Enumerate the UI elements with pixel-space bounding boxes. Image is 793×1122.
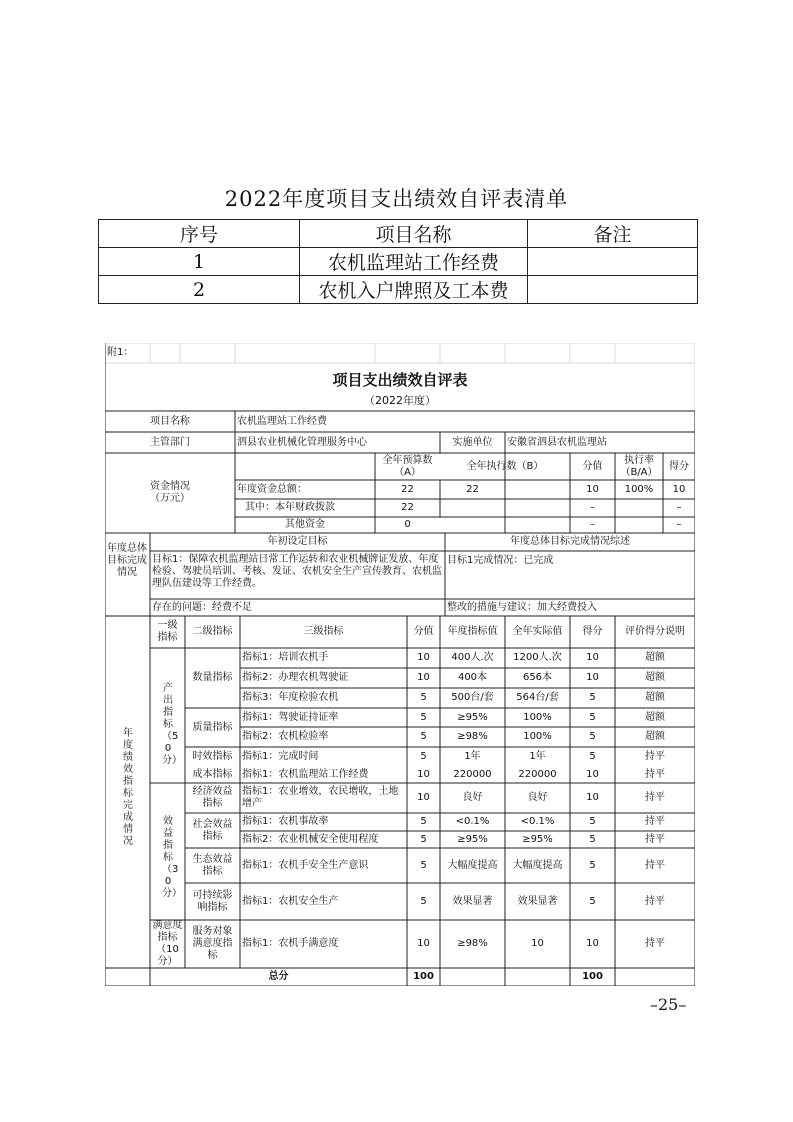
indicator-score: 5 — [420, 816, 427, 827]
funds-row-budget: 22 — [401, 483, 414, 495]
indicator-l3: 指标2：农机检验率 — [242, 731, 329, 742]
indicator-score: 10 — [417, 938, 430, 949]
indicator-target: 400本 — [457, 672, 488, 683]
indicator-note: 超额 — [645, 711, 665, 723]
indicator-get: 10 — [586, 672, 599, 683]
indicator-note: 超额 — [645, 652, 665, 663]
indicator-l3: 指标1：农业增效，农民增收，土地增产 — [242, 786, 399, 809]
indicator-get: 5 — [589, 895, 596, 907]
l1-satisfaction: 满意度 指标 （10分） — [152, 920, 183, 967]
attachment-label: 附1： — [107, 347, 134, 358]
funds-label: 资金情况 （万元） — [150, 481, 190, 504]
indicator-target: 大幅度提高 — [447, 859, 498, 871]
indicator-target: 220000 — [453, 769, 492, 780]
indicator-actual: ≥95% — [522, 833, 553, 845]
indicator-get: 5 — [589, 816, 596, 827]
indicator-l3: 指标3：年度检验农机 — [242, 692, 339, 703]
indicator-get: 10 — [586, 938, 599, 949]
indicator-actual: 1年 — [529, 751, 546, 762]
funds-row-score: – — [590, 519, 595, 530]
indicator-get: 5 — [589, 692, 596, 703]
indicator-target: 效果显著 — [452, 895, 493, 907]
goal-done-label: 年度总体目标完成情况综述 — [510, 536, 630, 547]
indicator-score: 10 — [417, 652, 430, 663]
indicator-score: 10 — [417, 769, 430, 780]
indicator-l3: 指标1：农机事故率 — [242, 816, 329, 827]
indicator-get: 5 — [589, 751, 596, 762]
indicator-score: 10 — [417, 672, 430, 683]
l2-cost: 成本指标 — [192, 769, 233, 780]
indicator-target: ≥98% — [457, 731, 488, 742]
indicator-note: 超额 — [645, 672, 665, 683]
l2-quality: 质量指标 — [192, 721, 233, 733]
indicator-target: 良好 — [462, 792, 483, 803]
indicator-score: 5 — [420, 859, 427, 871]
funds-row-budget: 0 — [404, 519, 411, 530]
goal-init-text: 目标1：保障农机监理站日常工作运转和农业机械牌证发放、年度检验、驾驶员培训、考核、发证、农机安全生产宣传教育、农机监理队伍建设等工作经费。 — [152, 554, 442, 589]
total-get: 100 — [582, 971, 603, 982]
funds-row-score: 10 — [586, 483, 599, 495]
indicator-l3: 指标1：培训农机手 — [242, 652, 329, 663]
l2-eco: 生态效益 指标 — [192, 853, 233, 877]
indicator-actual: 564台/套 — [516, 692, 559, 703]
goal-done-text: 目标1完成情况：已完成 — [447, 555, 554, 566]
funds-row-budget: 22 — [401, 502, 414, 513]
project-list-table — [98, 219, 698, 304]
goal-side-label: 年度总体目标完成情况 — [107, 543, 147, 578]
funds-row-rate: 100% — [624, 483, 654, 495]
indicator-score: 5 — [420, 833, 427, 845]
h-l3: 三级指标 — [303, 626, 344, 637]
l1-effect: 效益指标（30分） — [162, 816, 182, 899]
indicator-score: 5 — [420, 895, 427, 907]
l2-quantity: 数量指标 — [192, 672, 233, 683]
indicator-l3: 指标1：农机手安全生产意识 — [242, 859, 369, 871]
sheet-title: 项目支出绩效自评表 — [332, 371, 468, 389]
total-label: 总分 — [268, 971, 289, 982]
indicator-target: 500台/套 — [451, 692, 494, 703]
total-score: 100 — [413, 971, 434, 982]
indicator-get: 10 — [586, 769, 599, 780]
row-name: 农机监理站工作经费 — [300, 248, 528, 276]
problem-text: 存在的问题：经费不足 — [152, 601, 252, 613]
indicator-note: 持平 — [645, 792, 665, 803]
indicator-score: 5 — [420, 711, 427, 723]
goal-init-label: 年初设定目标 — [267, 536, 328, 547]
indicator-note: 持平 — [645, 833, 665, 845]
h-target: 年度指标值 — [447, 626, 498, 637]
funds-row-get: 10 — [672, 483, 686, 495]
indicator-l3: 指标1：农机监理站工作经费 — [242, 769, 369, 780]
funds-row-label: 其他资金 — [285, 519, 325, 530]
indicator-l3: 指标1：农机安全生产 — [242, 895, 339, 907]
indicator-actual: 656本 — [522, 672, 553, 683]
h-score: 分值 — [413, 626, 434, 637]
indicator-note: 持平 — [645, 751, 665, 762]
col-budget: 全年预算数 （A） — [382, 454, 433, 478]
indicator-actual: 100% — [523, 711, 552, 723]
indicator-actual: 220000 — [518, 769, 557, 780]
header-name: 项目名称 — [300, 220, 528, 248]
h-get: 得分 — [582, 626, 603, 637]
col-exec: 全年执行数（B） — [466, 460, 544, 472]
indicator-l3: 指标1：驾驶证持证率 — [242, 711, 339, 723]
page-number: –25– — [650, 995, 687, 1014]
measure-text: 整改的措施与建议：加大经费投入 — [447, 601, 597, 613]
indicator-l3: 指标1：农机手满意度 — [242, 938, 339, 949]
row-note — [528, 276, 698, 304]
col-get: 得分 — [669, 460, 689, 472]
col-rate: 执行率 （B/A） — [620, 454, 658, 478]
indicator-target: <0.1% — [455, 816, 490, 827]
indicator-note: 持平 — [645, 816, 665, 827]
h-l2: 二级指标 — [192, 626, 233, 637]
indicator-note: 持平 — [645, 895, 665, 907]
perf-side-label: 年度绩效指标完成情况 — [123, 728, 133, 847]
project-name-label: 项目名称 — [150, 415, 190, 427]
list-row — [99, 248, 698, 276]
impl-label: 实施单位 — [452, 436, 493, 448]
funds-row-get: – — [676, 519, 682, 530]
header-note: 备注 — [528, 220, 698, 248]
funds-row-label: 其中：本年财政拨款 — [245, 502, 335, 513]
l1-output: 产出指标（50分） — [162, 683, 182, 766]
indicator-note: 持平 — [645, 769, 665, 780]
l2-econ: 经济效益 指标 — [192, 786, 233, 809]
indicator-target: ≥95% — [457, 711, 488, 723]
indicator-target: 400人.次 — [451, 652, 494, 663]
indicator-get: 5 — [589, 731, 596, 742]
indicator-score: 5 — [420, 751, 427, 762]
indicator-actual: 100% — [523, 731, 552, 742]
row-no: 1 — [99, 248, 300, 276]
sheet-year: （2022年度） — [364, 394, 436, 407]
indicator-actual: 1200人.次 — [513, 652, 562, 663]
indicator-note: 持平 — [645, 859, 665, 871]
impl-value: 安徽省泗县农机监理站 — [507, 436, 607, 448]
h-l1: 一级 指标 — [157, 620, 178, 643]
indicator-target: 1年 — [464, 751, 481, 762]
l2-service: 服务对象 满意度指 标 — [192, 926, 233, 961]
indicator-score: 10 — [417, 792, 430, 803]
self-evaluation-sheet — [105, 343, 695, 986]
indicator-score: 5 — [420, 731, 427, 742]
l2-sustain: 可持续影 响指标 — [192, 889, 233, 913]
indicator-actual: 10 — [531, 938, 544, 949]
indicator-actual: 效果显著 — [517, 895, 558, 907]
funds-row-exec: 22 — [466, 483, 479, 495]
funds-row-label: 年度资金总额： — [237, 483, 307, 495]
indicator-get: 10 — [586, 652, 599, 663]
dept-label: 主管部门 — [150, 436, 190, 448]
list-header-row — [99, 220, 698, 248]
indicator-score: 5 — [420, 692, 427, 703]
list-row — [99, 276, 698, 304]
indicator-actual: <0.1% — [520, 816, 555, 827]
indicator-get: 5 — [589, 833, 596, 845]
l2-social: 社会效益 指标 — [192, 818, 233, 842]
indicator-actual: 良好 — [527, 792, 548, 803]
indicator-get: 5 — [589, 711, 596, 723]
indicator-target: ≥95% — [457, 833, 488, 845]
indicator-note: 持平 — [645, 938, 665, 949]
project-name-value: 农机监理站工作经费 — [237, 415, 327, 427]
col-score: 分值 — [582, 460, 603, 472]
row-no: 2 — [99, 276, 300, 304]
funds-row-get: – — [676, 502, 682, 513]
indicator-actual: 大幅度提高 — [512, 859, 563, 871]
l2-time: 时效指标 — [192, 751, 233, 762]
list-title: 2022年度项目支出绩效自评表清单 — [224, 187, 569, 211]
indicator-get: 10 — [586, 792, 599, 803]
indicator-note: 超额 — [645, 692, 665, 703]
funds-row-score: – — [590, 502, 595, 513]
indicator-l3: 指标2：办理农机驾驶证 — [242, 672, 349, 683]
h-actual: 全年实际值 — [512, 626, 563, 637]
indicator-get: 5 — [589, 859, 596, 871]
indicator-l3: 指标2：农业机械安全使用程度 — [242, 833, 379, 845]
indicator-target: ≥98% — [457, 938, 488, 949]
row-name: 农机入户牌照及工本费 — [300, 276, 528, 304]
row-note — [528, 248, 698, 276]
h-note: 评价得分说明 — [625, 626, 685, 637]
indicator-note: 超额 — [645, 731, 665, 742]
header-no: 序号 — [99, 220, 300, 248]
indicator-l3: 指标1：完成时间 — [242, 751, 319, 762]
dept-value: 泗县农业机械化管理服务中心 — [237, 436, 367, 448]
